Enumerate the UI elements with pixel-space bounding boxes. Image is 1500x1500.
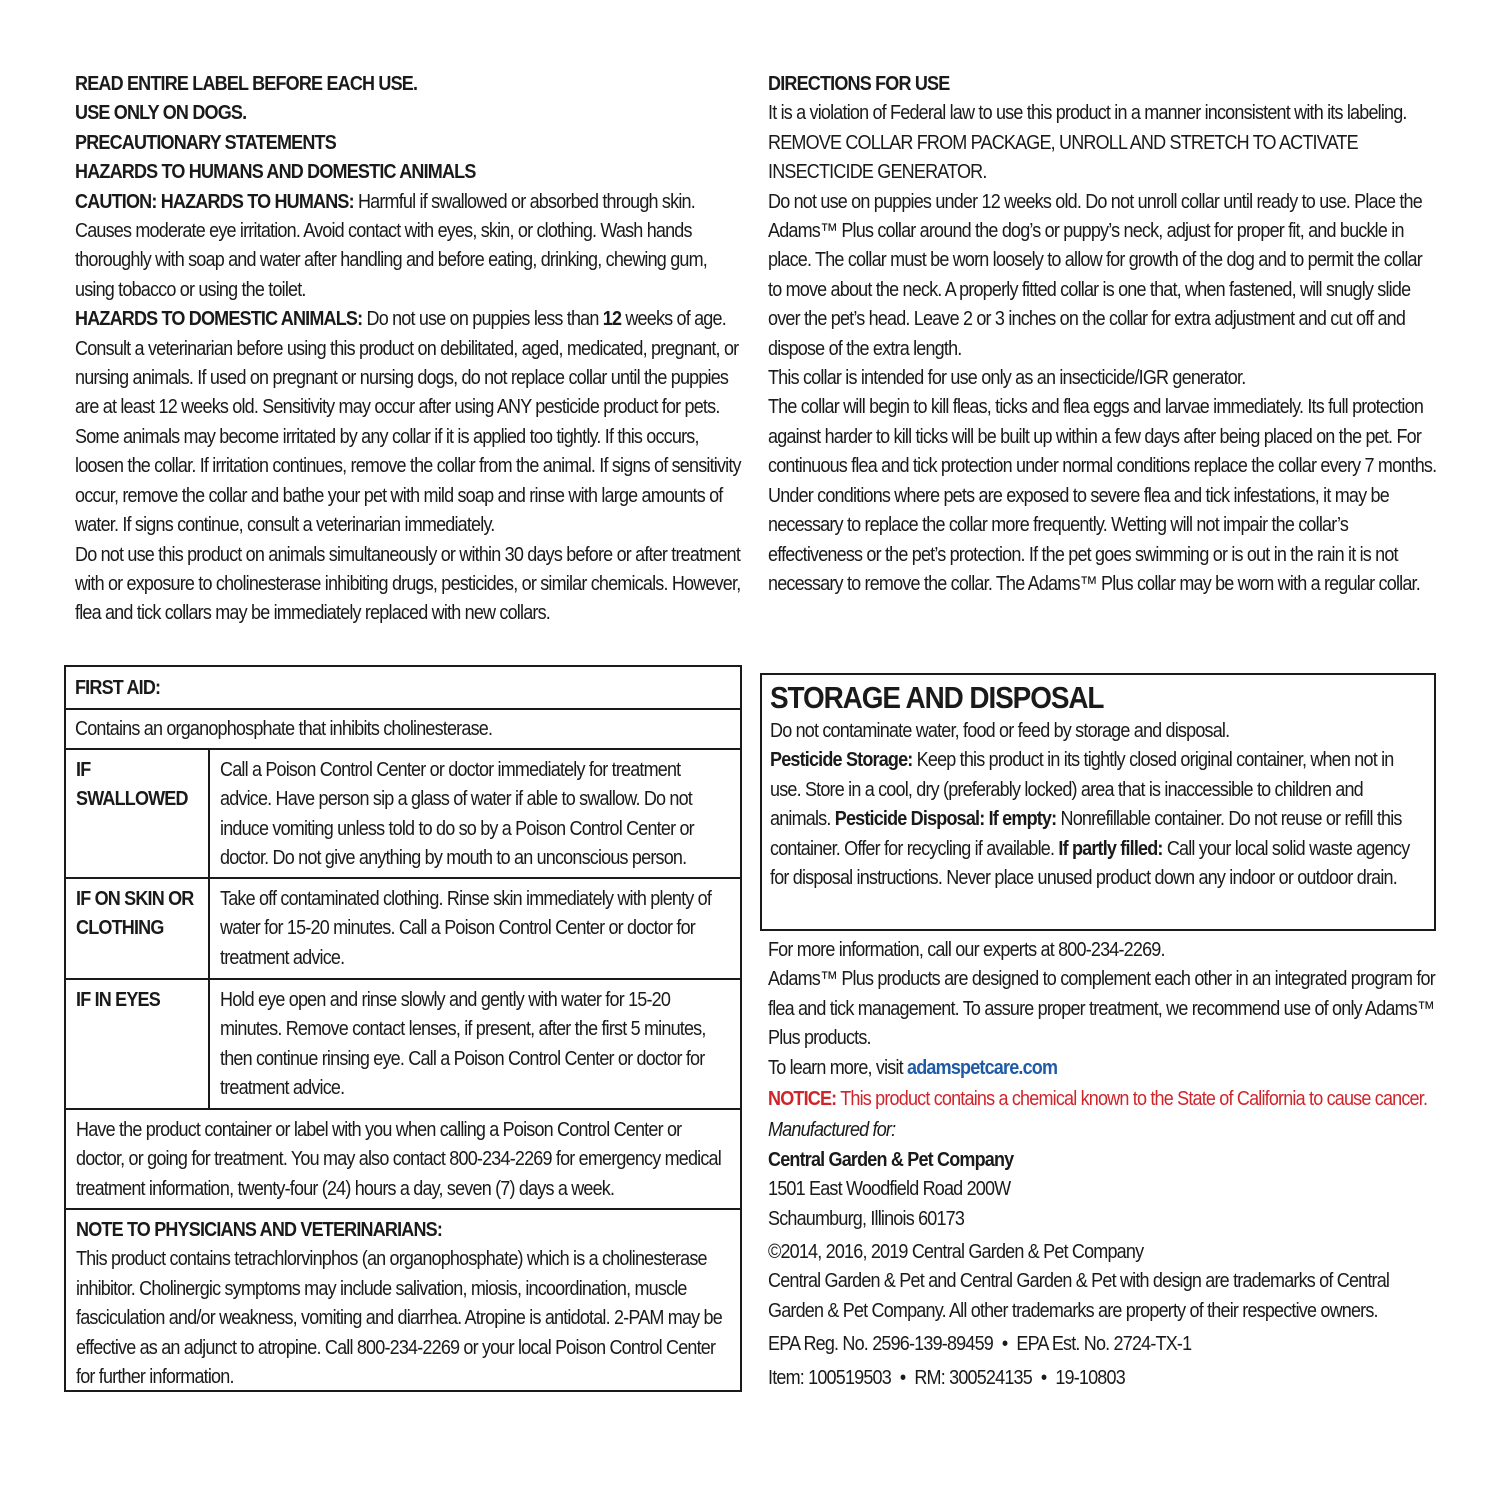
manufactured-for: Manufactured for: [768,1119,896,1142]
domestic-animals-paragraph: HAZARDS TO DOMESTIC ANIMALS: Do not use on puppies less than 12 weeks of age. Consult a veterinarian before using this product on debilitated, aged, medicated, pregnant, or nursing animals. If used on pregnant or nursing dogs, do not replace collar until the puppies are at least 12 weeks old. Sensitivity may occur after using ANY pesticide product for pets. Some animals may become irritated by any collar if it is applied too tightly. If this occurs, loosen the collar. If irritation continues, remove the collar from the animal. If signs of sensitivity occur, remove the collar and bathe your pet with mild soap and rinse with large amounts of water. If signs continue, consult a veterinarian immediately. [75,308,741,537]
physicians-row [66,1210,740,1390]
physicians-title: NOTE TO PHYSICIANS AND VETERINARIANS: [76,1219,443,1241]
directions-fitting: Do not use on puppies under 12 weeks old. Do not unroll collar until ready to use. Place the Adams™ Plus collar around the dog’s or puppy’s neck, adjust for proper fit, and buckle in place. The collar must be worn loosely to allow for growth of the dog and to permit the collar to move about the neck. A properly fitted collar is one that, when fastened, will snugly slide over the pet’s head. Leave 2 or 3 inches on the collar for extra adjustment and cut off and dispose of the extra length. [768,190,1422,360]
swallowed-label: IF SWALLOWED [76,759,188,811]
hazards-heading: HAZARDS TO HUMANS AND DOMESTIC ANIMALS [75,161,476,184]
first-aid-intro: Contains an organophosphate that inhibits cholinesterase. [75,718,493,740]
first-aid-footer-row [66,1110,740,1210]
program-text: Adams™ Plus products are designed to complement each other in an integrated program for flea and tick management. To assure proper treatment, we recommend use of only Adams™ Plus products. [768,968,1435,1050]
swallowed-text: Call a Poison Control Center or doctor immediately for treatment advice. Have person sip a glass of water if able to swallow. Do not induce vomiting unless told to do so by a Poison Control Center or doctor. Do not give anything by mouth to an unconscious person. [220,759,694,870]
directions-protection: The collar will begin to kill fleas, ticks and flea eggs and larvae immediately. Its full protection against harder to kill ticks will be built up within a few days after being placed on the pet. For continuous flea and tick protection under normal conditions replace the collar every 7 months. Under conditions where pets are exposed to severe flea and tick infestations, it may be necessary to replace the collar more frequently. Wetting will not impair the collar’s effectiveness or the pet’s protection. If the pet goes swimming or is out in the rain it is not necessary to remove the collar. The Adams™ Plus collar may be worn with a regular collar. [768,396,1437,595]
first-aid-title-row [66,667,740,710]
address-line-1: 1501 East Woodfield Road 200W [768,1178,1011,1201]
label-warning-line: READ ENTIRE LABEL BEFORE EACH USE. [75,73,418,95]
directions-federal-law: It is a violation of Federal law to use this product in a manner inconsistent with its labeling. [768,102,1407,125]
trademark-text: Central Garden & Pet and Central Garden & Pet with design are trademarks of Central Garden & Pet Company. All other trademarks are property of their respective owners. [768,1270,1390,1322]
first-aid-row-skin [66,879,740,980]
directions-title: DIRECTIONS FOR USE [768,73,950,95]
directions-activate: REMOVE COLLAR FROM PACKAGE, UNROLL AND STRETCH TO ACTIVATE INSECTICIDE GENERATOR. [768,131,1358,184]
first-aid-title: FIRST AID: [75,677,161,699]
first-aid-box [64,665,742,1392]
left-column [75,70,743,629]
storage-title: STORAGE AND DISPOSAL [770,680,1104,715]
first-aid-intro-row [66,710,740,750]
info-section [768,936,1438,1393]
skin-label: IF ON SKIN OR CLOTHING [76,888,194,940]
storage-disposal-box [760,673,1436,931]
physicians-text: This product contains tetrachlorvinphos (an organophosphate) which is a cholinesterase inhibitor. Cholinergic symptoms may include salivation, miosis, incoordination, muscle fasciculation and/or weakness, vomiting and diarrhea. Atropine is antidotal. 2-PAM may be effective as an adjunct to atropine. Call 800-234-2269 or your local Poison Control Center for further information. [76,1248,722,1389]
notice-line: NOTICE: This product contains a chemical known to the State of California to cause cancer. [768,1088,1428,1111]
phone-line: For more information, call our experts at 800-234-2269. [768,939,1165,961]
skin-text: Take off contaminated clothing. Rinse skin immediately with plenty of water for 15-20 minutes. Call a Poison Control Center or doctor for treatment advice. [220,888,712,969]
use-only-dogs-line: USE ONLY ON DOGS. [75,102,247,125]
address-line-2: Schaumburg, Illinois 60173 [768,1207,965,1230]
cholinesterase-paragraph: Do not use this product on animals simultaneously or within 30 days before or after treatment with or exposure to cholinesterase inhibiting drugs, pesticides, or similar chemicals. However, flea and tick collars may be immediately replaced with new collars. [75,543,741,625]
learn-more-line: To learn more, visit adamspetcare.com [768,1056,1058,1079]
website-link[interactable]: adamspetcare.com [907,1056,1058,1079]
directions-section [768,70,1438,599]
first-aid-row-eyes [66,980,740,1110]
item-line: Item: 100519503 • RM: 300524135 • 19-10803 [768,1366,1125,1389]
directions-intended-use: This collar is intended for use only as an insecticide/IGR generator. [768,367,1246,390]
storage-intro: Do not contaminate water, food or feed by storage and disposal. [770,720,1230,742]
first-aid-footer: Have the product container or label with you when calling a Poison Control Center or doctor, or going for treatment. You may also contact 800-234-2269 for emergency medical treatment information, twenty-four (24) hours a day, seven (7) days a week. [76,1119,721,1200]
storage-paragraph: Pesticide Storage: Keep this product in its tightly closed original container, when not in use. Store in a cool, dry (preferably locked) area that is inaccessible to children and animals. Pesticide Disposal: If empty: Nonrefillable container. Do not reuse or refill this container. Offer for recycling if available. If partly filled: Call your local solid waste agency for disposal instructions. Never place unused product down any indoor or outdoor drain. [770,749,1410,890]
company-name: Central Garden & Pet Company [768,1148,1014,1171]
epa-line: EPA Reg. No. 2596-139-89459 • EPA Est. No. 2724-TX-1 [768,1333,1192,1356]
precautionary-heading: PRECAUTIONARY STATEMENTS [75,131,336,154]
eyes-text: Hold eye open and rinse slowly and gently with water for 15-20 minutes. Remove contact lenses, if present, after the first 5 minutes, then continue rinsing eye. Call a Poison Control Center or doctor for treatment advice. [220,989,706,1100]
first-aid-row-swallowed [66,750,740,879]
eyes-label: IF IN EYES [76,989,160,1011]
caution-paragraph: CAUTION: HAZARDS TO HUMANS: Harmful if swallowed or absorbed through skin. Causes moderate eye irritation. Avoid contact with eyes, skin, or clothing. Wash hands thoroughly with soap and water after handling and before eating, drinking, chewing gum, using tobacco or using the toilet. [75,190,707,301]
copyright-line: ©2014, 2016, 2019 Central Garden & Pet Company [768,1241,1144,1264]
